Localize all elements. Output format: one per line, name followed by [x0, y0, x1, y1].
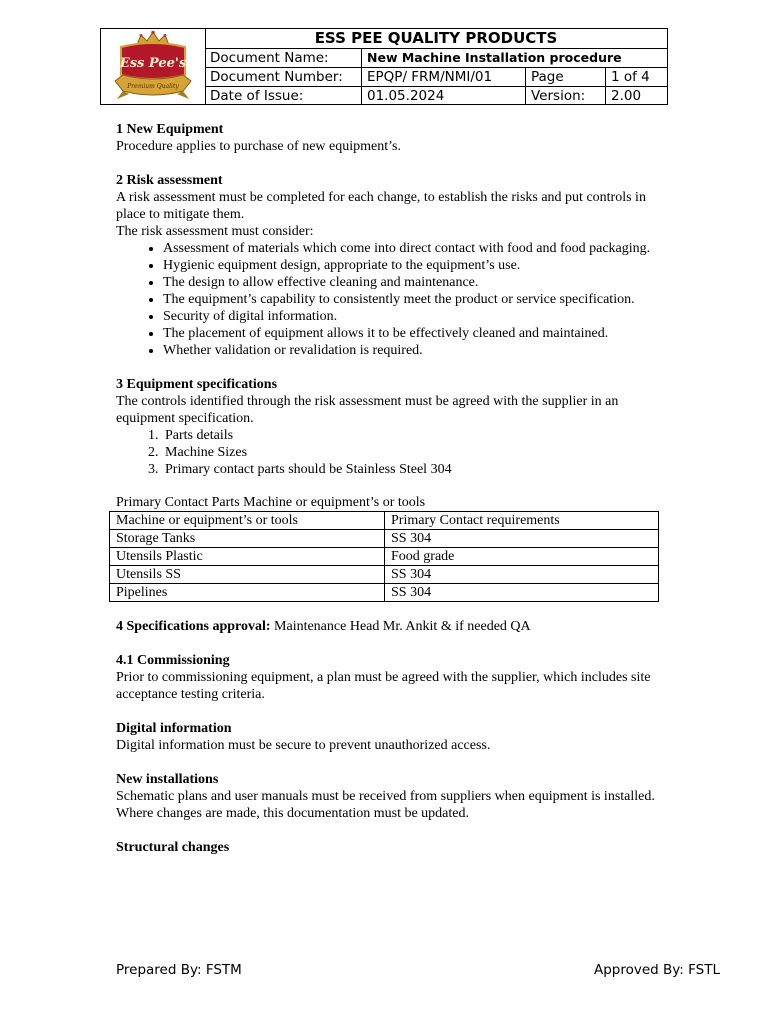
table-cell: SS 304 [385, 530, 659, 548]
logo-brand-text: Ess Pee's [119, 56, 187, 71]
section-heading-new-equipment: 1 New Equipment [116, 122, 224, 137]
document-name-value: New Machine Installation procedure [361, 49, 622, 67]
logo-tagline-text: Premium Quality [127, 83, 179, 90]
date-row [205, 87, 667, 105]
risk-bullet-list [116, 240, 656, 359]
specs-numbered-list [116, 427, 656, 478]
list-item: 1. Parts details [162, 427, 656, 444]
table-cell: SS 304 [385, 584, 659, 602]
section-heading-commissioning: 4.1 Commissioning [116, 653, 230, 668]
document-body [116, 121, 656, 856]
table-cell: SS 304 [385, 566, 659, 584]
document-number-row [205, 68, 667, 87]
approved-by: Approved By: FSTL [593, 962, 720, 978]
document-name-row [205, 49, 667, 68]
list-item: • The placement of equipment allows it to be effectively cleaned and maintained. [163, 325, 656, 342]
logo-cell [101, 29, 206, 104]
date-label: Date of Issue: [210, 88, 304, 104]
page-label: Page [525, 68, 605, 86]
table-header-cell: Machine or equipment’s or tools [110, 512, 385, 530]
table-cell: Utensils Plastic [110, 548, 385, 566]
document-number-value: EPQP/ FRM/NMI/01 [361, 68, 525, 86]
list-item: • Security of digital information. [163, 308, 656, 325]
date-value: 01.05.2024 [361, 87, 525, 105]
table-row [110, 548, 659, 566]
list-item: 3. Primary contact parts should be Stainless Steel 304 [162, 461, 656, 478]
table-cell: Utensils SS [110, 566, 385, 584]
approval-label: 4 Specifications approval: [116, 619, 271, 634]
list-item: • Hygienic equipment design, appropriate to the equipment’s use. [163, 257, 656, 274]
version-value: 2.00 [605, 87, 667, 105]
new-installations-text: Schematic plans and user manuals must be received from suppliers when equipment is installed. Where changes are made, this documentation must be updated. [116, 789, 655, 821]
primary-contact-parts-table [109, 511, 659, 602]
new-equipment-text: Procedure applies to purchase of new equipment’s. [116, 139, 401, 154]
document-name-label: Document Name: [210, 50, 329, 66]
table-cell: Storage Tanks [110, 530, 385, 548]
list-item: • The equipment’s capability to consistently meet the product or service specification. [163, 291, 656, 308]
table-header-row [110, 512, 659, 530]
risk-intro-text: A risk assessment must be completed for each change, to establish the risks and put controls in place to mitigate them. [116, 190, 646, 222]
document-header-table [100, 28, 668, 105]
company-name: ESS PEE QUALITY PRODUCTS [205, 29, 667, 49]
digital-information-text: Digital information must be secure to prevent unauthorized access. [116, 738, 491, 753]
table-row [110, 530, 659, 548]
prepared-by: Prepared By: FSTM [116, 962, 242, 978]
approval-text: Maintenance Head Mr. Ankit & if needed QA [270, 619, 531, 634]
table-row [110, 584, 659, 602]
version-label: Version: [525, 87, 605, 105]
page-value: 1 of 4 [605, 68, 667, 86]
specifications-approval [116, 618, 656, 635]
table-cell: Food grade [385, 548, 659, 566]
section-heading-new-installations: New installations [116, 772, 219, 787]
document-number-label: Document Number: [210, 69, 343, 85]
section-heading-risk-assessment: 2 Risk assessment [116, 173, 223, 188]
commissioning-text: Prior to commissioning equipment, a plan must be agreed with the supplier, which includes site acceptance testing criteria. [116, 670, 651, 702]
company-logo [101, 29, 205, 104]
parts-table-caption: Primary Contact Parts Machine or equipment’s or tools [116, 495, 426, 510]
list-item: 2. Machine Sizes [162, 444, 656, 461]
table-cell: Pipelines [110, 584, 385, 602]
table-row [110, 566, 659, 584]
section-heading-equipment-specifications: 3 Equipment specifications [116, 377, 278, 392]
table-header-cell: Primary Contact requirements [385, 512, 659, 530]
specs-text: The controls identified through the risk assessment must be agreed with the supplier in an equipment specification. [116, 394, 619, 426]
section-heading-structural-changes: Structural changes [116, 840, 230, 855]
section-heading-digital-information: Digital information [116, 721, 232, 736]
risk-consider-text: The risk assessment must consider: [116, 224, 314, 239]
list-item: • The design to allow effective cleaning and maintenance. [163, 274, 656, 291]
list-item: • Whether validation or revalidation is required. [163, 342, 656, 359]
list-item: • Assessment of materials which come into direct contact with food and food packaging. [163, 240, 656, 257]
